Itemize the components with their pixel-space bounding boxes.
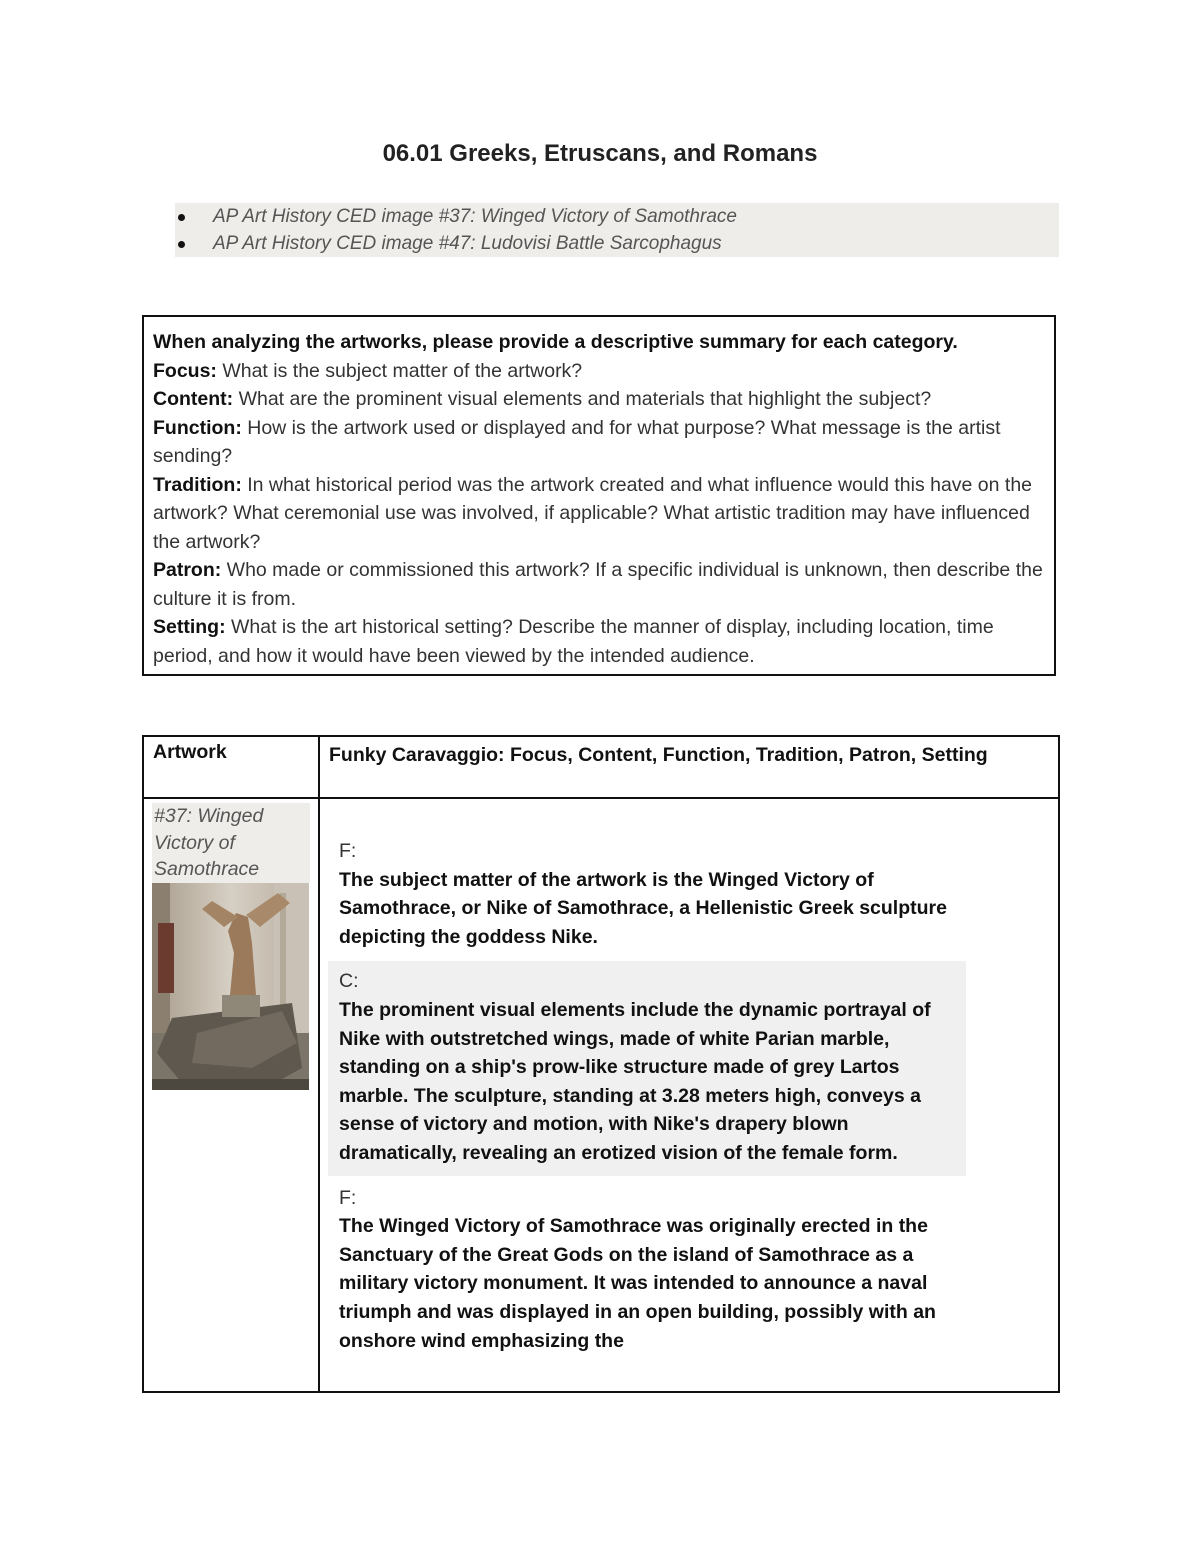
guide-label: Function:: [153, 416, 242, 439]
block-text: The subject matter of the artwork is the Winged Victory of Samothrace, or Nike of Samothrace, a Hellenistic Greek sculpture depicting the goddess Nike.: [339, 868, 947, 948]
instructions-intro: When analyzing the artworks, please provide a descriptive summary for each category.: [153, 331, 958, 353]
guide-tradition: [153, 471, 1045, 557]
analysis-table: [142, 735, 1060, 1393]
guide-label: Focus:: [153, 359, 217, 382]
guide-text: Who made or commissioned this artwork? If a specific individual is unknown, then describe the culture it is from.: [153, 559, 1043, 610]
table-divider: [144, 797, 1058, 799]
list-item: [175, 203, 1059, 230]
page-title: 06.01 Greeks, Etruscans, and Romans: [382, 140, 818, 167]
guide-setting: [153, 613, 1045, 670]
artwork-caption: #37: Winged Victory of Samothrace: [152, 803, 310, 883]
instructions-box: [142, 315, 1056, 676]
list-item-text: AP Art History CED image #37: Winged Victory of Samothrace: [213, 206, 737, 227]
table-divider: [318, 737, 320, 1391]
guide-focus: [153, 357, 1045, 386]
guide-text: What is the art historical setting? Describe the manner of display, including location, time period, and how it would have been viewed by the intended audience.: [153, 616, 994, 667]
list-item: [175, 230, 1059, 257]
block-letter: F:: [339, 840, 357, 862]
column-header-artwork: Artwork: [153, 741, 227, 763]
block-letter: C:: [339, 970, 359, 993]
focus-block: [328, 837, 966, 951]
reference-list: [175, 203, 1059, 257]
analysis-cell: [328, 837, 966, 1355]
block-text: The prominent visual elements include the dynamic portrayal of Nike with outstretched wings, made of white Parian marble, standing on a ship's prow-like structure made of grey Lartos marble. The sculpture, standing at 3.28 meters high, conveys a sense of victory and motion, with Nike's drapery blown dramatically, revealing an erotized vision of the female form.: [339, 998, 931, 1164]
guide-label: Tradition:: [153, 473, 242, 496]
function-block: [328, 1184, 966, 1356]
guide-text: How is the artwork used or displayed and for what purpose? What message is the artist sending?: [153, 416, 1001, 467]
list-item-text: AP Art History CED image #47: Ludovisi Battle Sarcophagus: [213, 233, 722, 254]
guide-label: Patron:: [153, 559, 222, 581]
guide-function: [153, 414, 1045, 471]
bullet-icon: [178, 214, 185, 221]
guide-text: What are the prominent visual elements and materials that highlight the subject?: [233, 388, 932, 410]
block-letter: F:: [339, 1186, 357, 1209]
winged-victory-photo: [152, 883, 309, 1090]
block-text: The Winged Victory of Samothrace was originally erected in the Sanctuary of the Great Gods on the island of Samothrace as a military victory monument. It was intended to announce a naval triumph and was displayed in an open building, possibly with an onshore wind emphasizing the: [339, 1215, 936, 1352]
guide-content: [153, 385, 1045, 414]
guide-text: What is the subject matter of the artwork?: [216, 359, 583, 382]
guide-label: Setting:: [153, 616, 226, 638]
guide-label: Content:: [153, 388, 234, 410]
bullet-icon: [178, 241, 185, 248]
content-block: [328, 961, 966, 1175]
guide-text: In what historical period was the artwork created and what influence would this have on the artwork? What ceremonial use was involved, if applicable? What artistic tradition may have influenced the artwork?: [153, 473, 1033, 553]
column-header-analysis: Funky Caravaggio: Focus, Content, Function, Tradition, Patron, Setting: [329, 744, 988, 766]
artwork-cell: [152, 803, 310, 1090]
guide-patron: [153, 556, 1045, 613]
